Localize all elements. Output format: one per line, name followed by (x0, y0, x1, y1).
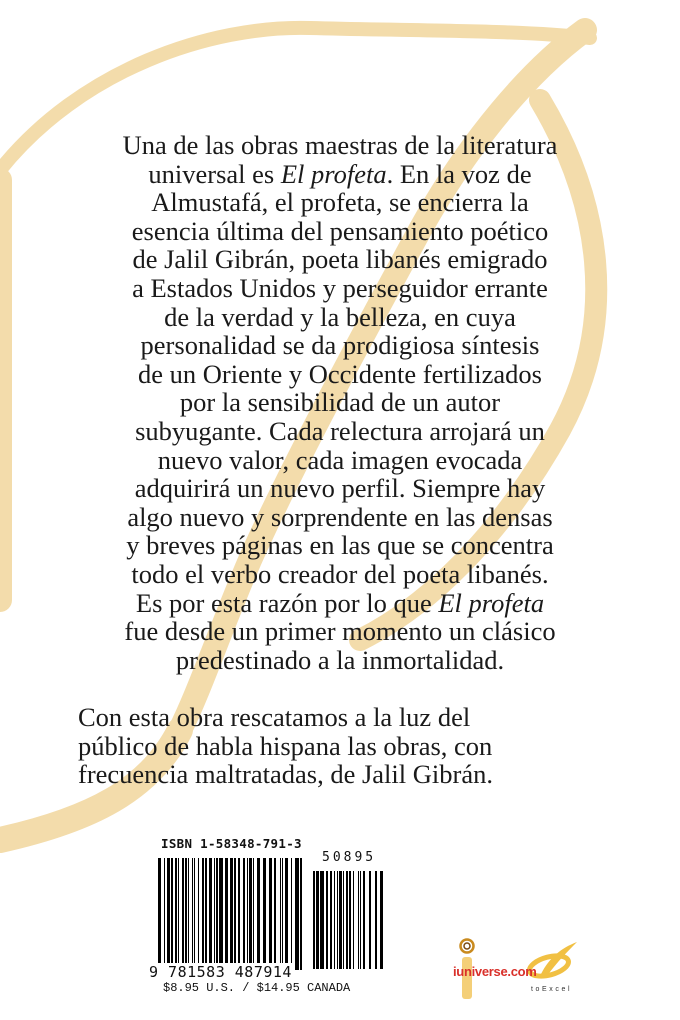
ean-barcode (158, 858, 304, 970)
ean-digits: 9 781583 487914 (149, 963, 292, 981)
text-line: todo el verbo creador del poeta libanés. (131, 558, 549, 589)
text-line: nuevo valor, cada imagen evocada (157, 444, 523, 475)
text-line: personalidad se da prodigiosa síntesis (140, 330, 540, 361)
text-line: algo nuevo y sorprendente en las densas (127, 501, 553, 532)
addon-barcode (313, 871, 383, 969)
text-line: Es por esta razón por lo que El profeta (135, 587, 545, 618)
price-label: $8.95 U.S. / $14.95 CANADA (163, 981, 351, 995)
text-line: universal es El profeta. En la voz de (148, 158, 532, 189)
text-line: por la sensibilidad de un autor (179, 387, 501, 418)
text-line: fue desde un primer momento un clásico (124, 616, 556, 647)
book-title-italic: El profeta (438, 587, 545, 618)
blurb-paragraph-1 (0, 131, 680, 674)
text-line: de un Oriente y Occidente fertilizados (138, 358, 542, 389)
text-line: subyugante. Cada relectura arrojará un (135, 415, 545, 446)
text-line: Con esta obra rescatamos a la luz del (78, 702, 471, 732)
toexcel-logo-text: toExcel (531, 986, 573, 993)
addon-digits: 50895 (322, 850, 377, 865)
text-line: público de habla hispana las obras, con (78, 730, 493, 761)
text-line: de Jalil Gibrán, poeta libanés emigrado (132, 244, 548, 275)
book-title-italic: El profeta (280, 158, 387, 189)
text-line: Almustafá, el profeta, se encierra la (151, 187, 529, 218)
blurb-paragraph-2 (0, 703, 680, 789)
text-line: y breves páginas en las que se concentra (126, 530, 554, 561)
text-line: esencia última del pensamiento poético (131, 215, 549, 246)
text-line: de la verdad y la belleza, en cuya (164, 301, 516, 332)
text-line: a Estados Unidos y perseguidor errante (132, 272, 548, 303)
text-line: frecuencia maltratadas, de Jalil Gibrán. (78, 759, 493, 790)
iuniverse-logo-text: iuniverse.com (453, 964, 537, 979)
text-line: predestinado a la inmortalidad. (175, 644, 505, 675)
text-line: Una de las obras maestras de la literatura (122, 130, 558, 160)
isbn-label: ISBN 1-58348-791-3 (161, 836, 302, 851)
text-line: adquirirá un nuevo perfil. Siempre hay (134, 473, 546, 504)
